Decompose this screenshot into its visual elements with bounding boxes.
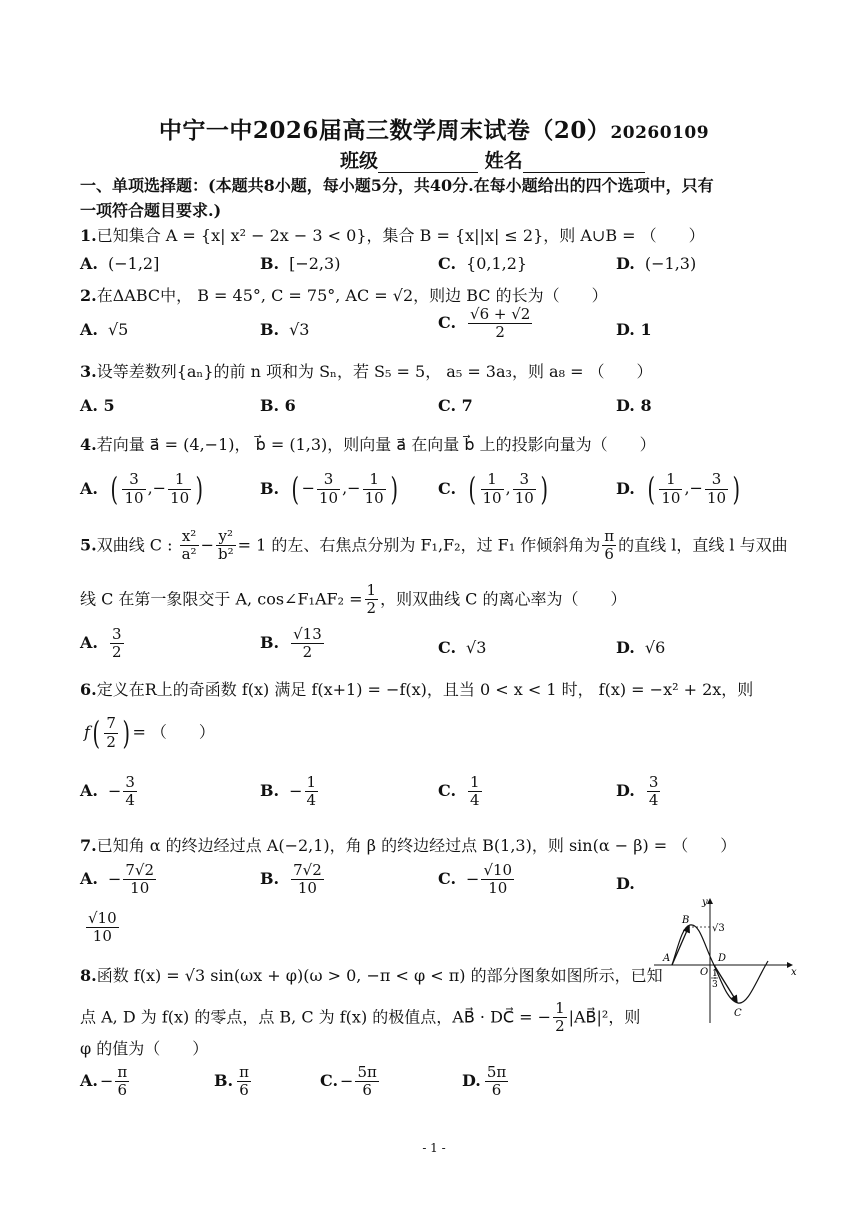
- question-4: [80, 432, 656, 455]
- q8-option-b[interactable]: B. $\frac{\pi}{6}$: [214, 1063, 249, 1100]
- q2-option-a[interactable]: A. √5: [80, 320, 129, 339]
- date-code: 20260109: [610, 123, 710, 143]
- q1-option-d[interactable]: D. (−1,3): [616, 254, 697, 273]
- q7-option-d-value: $\frac{√10}{10}$: [88, 909, 117, 946]
- point-c-label: C: [734, 1008, 742, 1019]
- q7-option-d[interactable]: D.: [616, 874, 635, 893]
- q7-option-c[interactable]: C. − $\frac{√10}{10}$: [438, 861, 513, 898]
- name-blank[interactable]: [523, 154, 645, 173]
- question-8: [80, 963, 663, 986]
- q4-option-d[interactable]: D. ( $\frac{1}{10}$ ,− $\frac{3}{10}$ ): [616, 470, 741, 508]
- question-number: 8.: [80, 966, 97, 985]
- question-number: 3.: [80, 362, 97, 381]
- q4-option-b[interactable]: B. ( − $\frac{3}{10}$ ,− $\frac{1}{10}$ ): [260, 470, 398, 508]
- question-number: 7.: [80, 836, 97, 855]
- function-graph: [652, 895, 802, 1030]
- point-d-label: D: [718, 953, 727, 964]
- question-number: 6.: [80, 680, 97, 699]
- question-8-line3: φ 的值为（ ）: [80, 1039, 209, 1058]
- q1-option-c[interactable]: C. {0,1,2}: [438, 254, 528, 273]
- q8-option-c[interactable]: C. − $\frac{5\pi}{6}$: [320, 1063, 377, 1100]
- question-6: [80, 677, 753, 700]
- y-label: y: [702, 897, 708, 908]
- question-number: 5.: [80, 535, 97, 555]
- q3-option-b[interactable]: B. 6: [260, 396, 296, 415]
- question-6-line2: f( $\frac{7}{2}$ ) = （ ）: [84, 714, 215, 752]
- q5-option-c[interactable]: C. √3: [438, 638, 487, 657]
- question-5: 5.双曲线 C : $\frac{\text{x²}}{\text{a²}}$ − $\frac{\text{y²}}{\text{b²}}$ = 1 的左、右焦点分别为 F₁,F₂，过 F₁ 作倾斜角为 $\frac{\pi}{6}$ 的直线 l，直线 l 与双曲: [80, 527, 788, 564]
- origin-label: O: [700, 967, 709, 978]
- q5-option-b[interactable]: B. $\frac{√13}{2}$: [260, 625, 322, 662]
- name-label: 姓名: [484, 150, 523, 172]
- q7-option-b[interactable]: B. $\frac{7√2}{10}$: [260, 861, 322, 898]
- student-info: [340, 146, 645, 173]
- vector-ab: [672, 926, 689, 965]
- tick-three: 3: [712, 980, 718, 990]
- class-label: 班级: [340, 150, 379, 172]
- question-2: [80, 283, 608, 306]
- q4-option-a[interactable]: A. ( $\frac{3}{10}$ ,− $\frac{1}{10}$ ): [80, 470, 204, 508]
- sqrt3-label: √3: [712, 923, 725, 934]
- question-1: [80, 223, 705, 246]
- question-8-line2: 点 A, D 为 f(x) 的零点，点 B, C 为 f(x) 的极值点，AB⃗ · DC⃗ = − $\frac{1}{2}$ |AB⃗|²，则: [80, 999, 641, 1036]
- q3-option-d[interactable]: D. 8: [616, 396, 652, 415]
- class-blank[interactable]: [378, 154, 478, 173]
- question-number: 4.: [80, 435, 97, 454]
- q3-option-a[interactable]: A. 5: [80, 396, 115, 415]
- section-heading: 一、单项选择题：(本题共8小题，每小题5分，共40分.在每小题给出的四个选项中，只有: [80, 176, 714, 195]
- q7-option-a[interactable]: A. − $\frac{7√2}{10}$: [80, 861, 155, 898]
- q6-option-d[interactable]: D. $\frac{3}{4}$: [616, 773, 659, 810]
- q4-option-c[interactable]: C. ( $\frac{1}{10}$ , $\frac{3}{10}$ ): [438, 470, 548, 508]
- q6-option-a[interactable]: A. − $\frac{3}{4}$: [80, 773, 135, 810]
- q2-option-d[interactable]: D. 1: [616, 320, 652, 339]
- q6-option-b[interactable]: B. − $\frac{1}{4}$: [260, 773, 317, 810]
- question-text: 已知角 α 的终边经过点 A(−2,1)，角 β 的终边经过点 B(1,3)，则 sin(α − β) = （ ）: [96, 836, 737, 855]
- question-text: 在ΔABC中， B = 45°, C = 75°, AC = √2，则边 BC 的长为（ ）: [96, 286, 608, 305]
- q1-option-b[interactable]: B. [−2,3): [260, 254, 341, 273]
- q8-option-a[interactable]: A. − $\frac{\pi}{6}$: [80, 1063, 128, 1100]
- q3-option-c[interactable]: C. 7: [438, 396, 473, 415]
- section-heading-2: 一项符合题目要求.): [80, 201, 222, 220]
- question-text: 已知集合 A = {x| x² − 2x − 3 < 0}，集合 B = {x||x| ≤ 2}，则 A∪B = （ ）: [96, 226, 705, 245]
- q1-option-a[interactable]: A. (−1,2]: [80, 254, 160, 273]
- question-5-line2: 线 C 在第一象限交于 A, cos∠F₁AF₂ = $\frac{1}{2}$ ，则双曲线 C 的离心率为（ ）: [80, 581, 627, 618]
- page-title: [0, 112, 868, 145]
- q5-option-d[interactable]: D. √6: [616, 638, 666, 657]
- question-text: 若向量 a⃗ = (4,−1)， b⃗ = (1,3)，则向量 a⃗ 在向量 b⃗ 上的投影向量为（ ）: [96, 435, 656, 454]
- question-text: 函数 f(x) = √3 sin(ωx + φ)(ω > 0, −π < φ < π) 的部分图象如图所示，已知: [96, 966, 663, 985]
- question-text: 定义在R上的奇函数 f(x) 满足 f(x+1) = −f(x)，且当 0 < x < 1 时， f(x) = −x² + 2x，则: [96, 680, 754, 699]
- point-b-label: B: [682, 915, 690, 926]
- q8-option-d[interactable]: D. $\frac{5\pi}{6}$: [462, 1063, 507, 1100]
- question-number: 2.: [80, 286, 97, 305]
- question-text: 设等差数列{aₙ}的前 n 项和为 Sₙ，若 S₅ = 5， a₅ = 3a₃，则 a₈ = （ ）: [96, 362, 653, 381]
- x-label: x: [791, 967, 797, 978]
- question-3: [80, 359, 653, 382]
- q2-option-b[interactable]: B. √3: [260, 320, 310, 339]
- q5-option-a[interactable]: A. $\frac{3}{2}$: [80, 625, 122, 662]
- point-a-label: A: [663, 953, 671, 964]
- q6-option-c[interactable]: C. $\frac{1}{4}$: [438, 773, 480, 810]
- question-7: [80, 833, 736, 856]
- tick-one: 1: [712, 969, 718, 979]
- exam-title: 中宁一中2026届高三数学周末试卷（20）: [158, 117, 611, 144]
- q2-option-c[interactable]: C. $\frac{√6 + √2}{2}$: [438, 305, 531, 342]
- page-number: - 1 -: [422, 1141, 446, 1155]
- question-number: 1.: [80, 226, 97, 245]
